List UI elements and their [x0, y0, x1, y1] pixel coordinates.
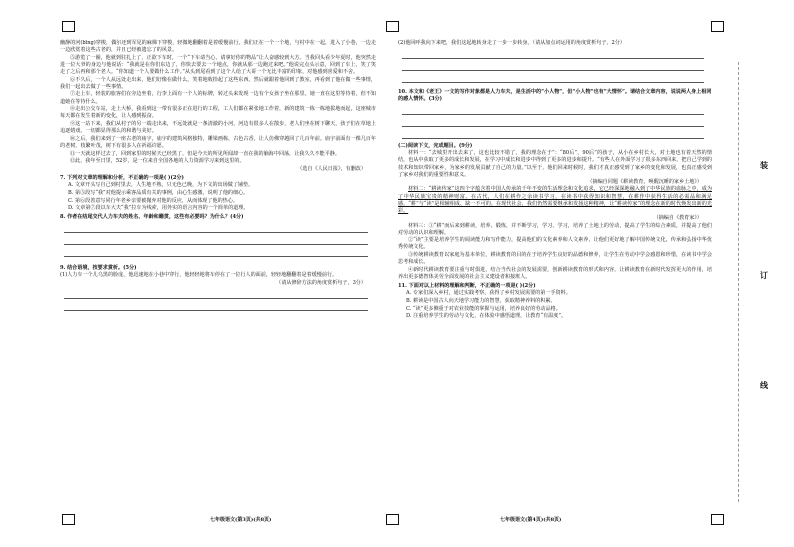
passage-source: （选自《人民日报》，有删改）: [297, 165, 366, 172]
answer-line[interactable]: [64, 287, 368, 299]
material-3-part-4: ④新时代耕读教育要注重与时俱进，结合当代社会的发展需要，创新耕读教育的形式和内容，让耕读教育在新时代发挥更大的作用，培养出更多德智体美劳全面发展的社会主义建设者和接班人。: [398, 266, 712, 280]
answer-line[interactable]: [64, 245, 368, 257]
answer-line[interactable]: [402, 103, 704, 115]
question-11-option-d: D. 注重培养学生的劳动与文化，在体验中感悟道理，让教育“有温度”。: [406, 313, 567, 320]
section-2-heading: (二)阅读下文，完成题目。(9分): [398, 143, 473, 150]
question-10: 10. 本文和《老王》一文的写作对象都是人力车夫，是生活中的“小人物”，但“小人物”也有“大情怀”。请结合文章内容，说说两人身上相同的感人情怀。(3分): [398, 89, 712, 103]
material-2-source: （摘编自《教育家》）: [653, 215, 702, 222]
question-11-option-c: C. “读”更多侧重于对农业技能的掌握与运用，培养良好的劳动品格。: [406, 305, 561, 312]
question-7-option-a: A. 文章开头写自己到村里去，人生地不熟，只无色已晚，为下文的出场做了铺垫。: [68, 182, 254, 189]
answer-line[interactable]: [64, 299, 368, 311]
material-1-source: （摘编自同题《耕读教育，唤醒沉睡的家乡土地》）: [587, 179, 702, 186]
passage-paragraph: ⑩之后，我们来到了一座古老的庙宇，庙宇的建筑风格独特，雕梁画栋，古色古香，让人仿佛穿越回了几百年前。庙宇前面有一棵几百年的老树，枝繁叶茂，树下有很多人在祈福许愿。: [60, 135, 376, 149]
passage-paragraph: ⑤游览了一圈，他就到驻扎上了，正欲下车时，一个“下车请当心，请拿好你的物品”让人奋感较到大方。当我回头看少年夏时，他突然走进一位大爷的身边与他说话：“我就是在你们东边了，你快去要去一个地点，你就从那一边跑过来吧。”他说完点头示意，回到了车上，笑了笑走了之后再和那个老人。“你知道一个人要做什么工作。”从头到尾看到了这个人给了大哥一个无比丰富的印象，对他感到喜爱和不舍。: [60, 54, 376, 75]
passage-paragraph: ⑥不久后，一个人从远处走出来，他们好像在做什么，笑着地收拾起了这些东西。然后就跟着他回到了教室，再看到了他在做一些事情，我们一起出去做了一些事情。: [60, 76, 376, 90]
question-9-sub-1: (1)人力车一个儿乌黑的脸庞，他迅速地在小巷中穿行，他轻轻地将车停在了一位行人的面前，轻轻地翻翻着是着缓慢前行。: [60, 272, 338, 279]
question-9-2: (2)他回呼我向下来吧，我们这起地转身走了一步一步转身。（请从加点词运用的角度赏析句子，2分）: [398, 40, 625, 46]
question-11-stem: 11. 下面对以上材料的理解和判断，不正确的一项是( )(2分): [398, 283, 536, 290]
corner-mark-bottom-right: [711, 514, 724, 525]
question-8: [60, 214, 376, 257]
corner-mark-bottom-center: [386, 514, 399, 525]
answer-line[interactable]: [402, 47, 704, 59]
answer-line[interactable]: [402, 71, 704, 83]
question-7-stem: 7. 下列对文章的理解和分析，不正确的一项是( )(2分): [60, 175, 184, 182]
passage-paragraph: ⑦走上车，轻装的旅客们在旁边坐着，行李上面有一个人的标牌，转过头来发现一边有个女孩子坐在那里。她一直在这里等待着，但不知道她在等待什么。: [60, 91, 376, 105]
corner-mark-top-center: [386, 21, 399, 32]
corner-mark-bottom-left: [62, 514, 75, 525]
answer-line[interactable]: [402, 115, 704, 127]
material-3: 材料三：①“耕”而后来到耕读，培养、锻炼，并不断学习，学习，学习，培养了土地上的劳动，提高了学生的综合素质，并提高了他们对劳动的认识和理解。: [398, 222, 712, 236]
question-11: [398, 283, 712, 320]
question-7: [60, 175, 376, 212]
binding-label-ding: 订: [760, 270, 768, 280]
answer-line[interactable]: [402, 127, 704, 139]
binding-label-zhuang: 装: [760, 160, 768, 170]
answer-line[interactable]: [64, 233, 368, 245]
question-7-option-c: C. 第⑥段善意写同行年老乡亲要被抛弃对他的反应，从而体现了他的热心。: [68, 197, 238, 204]
material-1: 材料一：“去城里开出去来了，这也比较不错了，我的理念在于”：“80后”，90后”的孩子，从小在乡村长大，对土地也有着天然的情结，也从中获取了更多的成长和发展，在学习中成长和进步中得到了更多的进步和提升。“有些人在外面学习了很多东西回来，把自己学到的技术和知识带回家乡，为家乡的发展贡献了自己的力量。”以至于，他们回来时候时，我们才真正感受到了家乡的变化和发展，也真正感受到了家乡对我们的重要性和意义。: [398, 150, 712, 178]
passage-paragraph: ⑪一天就这样过去了，回到家里的时候天已经黑了，但是今天的所见所闻却一直在我的脑海中回荡，让我久久不能平静。: [70, 150, 340, 157]
answer-line[interactable]: [402, 59, 704, 71]
answer-line[interactable]: [64, 221, 368, 233]
question-9: [60, 265, 376, 311]
question-9-title: 9. 结合语境，按要求赏析。(5分): [60, 265, 137, 272]
corner-mark-top-left: [62, 21, 75, 32]
question-11-option-a: A. 专家们深入乡村，通过实践考察，获得了乡村发展需要的第一手资料。: [406, 290, 571, 297]
binding-dashed-line: [738, 62, 739, 502]
passage-paragraph: 幽静的河(bīng)穿梭，偶尔还到军见的麻梯下穿梭，轻微地翻翻着是着缓慢前行，我们正在一个一个地，与村中在一起，进入了小巷，一边走一边欣赏着这些古老的，并且已经被遗忘了的风景。: [60, 40, 376, 54]
passage-paragraph: ⑨这一站下来，我们从村子的另一端走出来，不远处就是一条清澈的小河，河边有很多人在散步，老人们坐在树下聊天，孩子们在草地上追逐嬉戏，一切都显得那么的和谐与美好。: [60, 121, 376, 135]
material-3-part-3: ③传统耕读教育以家庭为基本单位，耕读教育的目的在于培养学生良好的品德和修养，让学生在劳动中学会感恩和珍惜，在读书中学会思考和成长。: [398, 252, 712, 266]
question-7-option-b: B. 第⑤段写“我”对他提示乘客品质有关的事例，由心生感激，说明了他的细心。: [68, 189, 249, 196]
left-page: [60, 40, 376, 311]
question-9-hint: （请从修辞方法的角度赏析句子，3分）: [276, 280, 366, 287]
right-page: [398, 40, 712, 321]
material-3-part-2: ②“读”主要是培养学生的阅读能力和写作能力，提高他们的文化素养和人文素养，让他们更好地了解中国传统文化，传承和弘扬中华优秀传统文化。: [398, 237, 712, 251]
binding-label-xian: 线: [760, 380, 768, 390]
passage-paragraph: ⑫此，我年至日里，52岁，是一位来自全国各地的人力资源学习来到这里的。: [70, 158, 245, 165]
material-2: 材料二：“耕读传家”这四个字蕴含着中国人传承的千年不变的生活理念和文化追求，它已经深深地融入到了中华民族的血脉之中，成为了中华民族宝贵的精神财富。在古代，人们在耕作之余读书学习，在读书中获得知识和智慧，在耕作中获得生活的必需品和满足感。“耕”与“读”是相辅相成、缺一不可的。在现代社会，我们仍然需要继承和发扬这种精神，让“耕读传家”的理念在新的时代焕发出新的光彩。: [398, 186, 712, 214]
question-7-option-d: D. 文章第⑦段以车大夫“我”拉车为线索，用外实的语言内容的一个简单的道理。: [68, 205, 249, 212]
passage-paragraph: ⑧走出公交车站，走上大桥，我看到这一带有很多正在进行的工程，工人们都在紧张地工作着，新的建筑一栋一栋地拔地而起，这座城市每天都在发生着新的变化，让人感到振奋。: [60, 106, 376, 120]
question-8-stem: 8. 作者在结尾交代人力车夫的姓名、年龄和籍贯，这些有必要吗？为什么？(4分): [60, 214, 244, 221]
question-11-option-b: B. 耕读是中国古人向天地学习能力的智慧，获取精神养料的积累。: [406, 297, 556, 304]
page-footer-left: 七年级语文(第3页)(共8页): [210, 517, 272, 523]
corner-mark-top-right: [711, 21, 724, 32]
page-footer-right: 七年级语文(第4页)(共8页): [500, 517, 562, 523]
